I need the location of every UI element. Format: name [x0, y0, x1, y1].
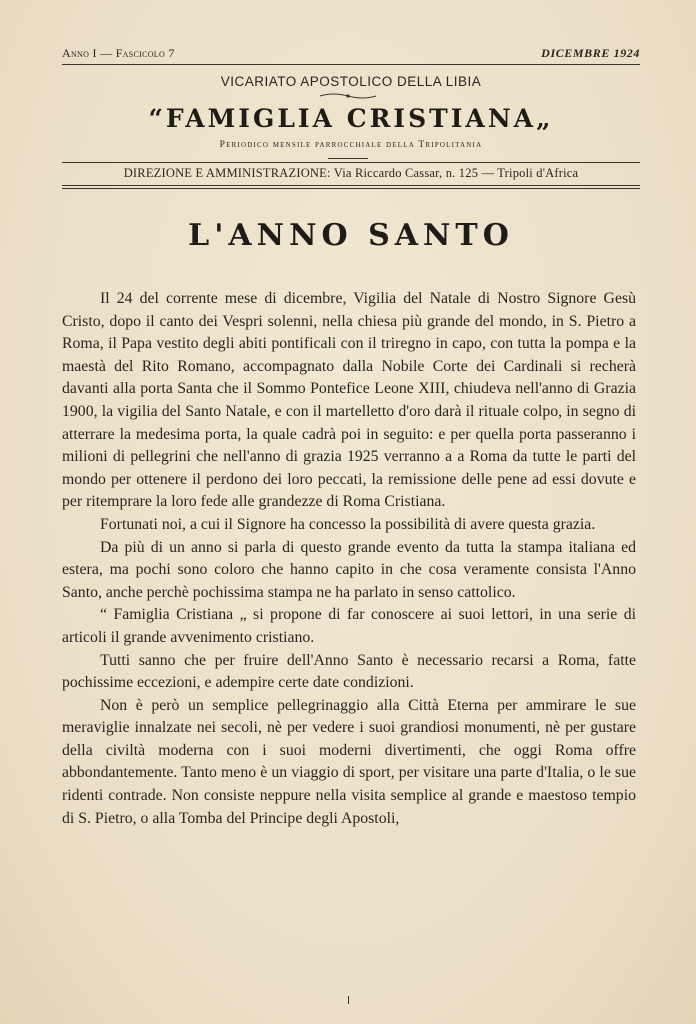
paragraph: “ Famiglia Cristiana „ si propone di far conoscere ai suoi lettori, in una serie di articoli il grande avvenimento cristiano. — [62, 606, 636, 646]
issue-line — [62, 46, 640, 61]
paragraph: Da più di un anno si parla di questo grande evento da tutta la stampa italiana ed estera, ma pochi sono coloro che hanno capito in che cosa veramente consista l'Anno Santo, anche perchè pochissima stampa ne ha parlato in senso cattolico. — [62, 538, 636, 601]
divider — [328, 158, 368, 159]
vicariato-heading: VICARIATO APOSTOLICO DELLA LIBIA — [220, 74, 482, 89]
article-body — [62, 288, 636, 830]
top-rule — [62, 64, 640, 65]
issue-date: DICEMBRE 1924 — [541, 46, 640, 60]
paragraph: Tutti sanno che per fruire dell'Anno Santo è necessario recarsi a Roma, fatte pochissime eccezioni, e adempire certe date condizioni. — [62, 651, 636, 692]
direzione-rule-top — [62, 162, 640, 163]
article-title: L'ANNO SANTO — [188, 218, 514, 253]
page-mark — [348, 996, 349, 1004]
paragraph: Il 24 del corrente mese di dicembre, Vigilia del Natale di Nostro Signore Gesù Cristo, dopo il canto dei Vespri solenni, nella chiesa più grande del mondo, in S. Pietro a Roma, il Papa vestito degli abiti pontificali con il triregno in capo, con tutta la pompa e la maestà del Rito Romano, accompagnato dalla Nobile Corte dei Cardinali si recherà davanti alla porta Santa che il Sommo Pontefice Leone XIII, chiudeva nell'anno di Grazia 1900, la vigilia del Santo Natale, e con il martelletto d'oro darà il rituale colpo, in segno di atterrare la medesima porta, la quale cadrà poi in seguito: e per quella porta passeranno i milioni di pellegrini che nell'anno di grazia 1925 verranno a a Roma da tutte le parti del mondo per ottenere il perdono dei loro peccati, la remissione delle pene ad essi dovute e per ritemprare la loro fede alle grandezze di Roma Cristiana. — [62, 290, 636, 511]
masthead-subtitle: Periodico mensile parrocchiale della Tripolitania — [219, 140, 483, 150]
paragraph: Fortunati noi, a cui il Signore ha concesso la possibilità di avere questa grazia. — [100, 515, 596, 533]
direzione-rule-bottom — [62, 185, 640, 186]
masthead-title: “FAMIGLIA CRISTIANA„ — [148, 104, 554, 133]
paragraph: Non è però un semplice pellegrinaggio alla Città Eterna per ammirare le sue meraviglie innalzate nei secoli, nè per vedere i suoi grandiosi monumenti, nè per gustare della civiltà moderna con i suoi moderni divertimenti, che oggi Roma offre abbondantemente. Tanto meno è un viaggio di sport, per visitare una parte d'Italia, o le sue ridenti contrade. Non consiste neppure nella visita semplice al grande e maestoso tempio di S. Pietro, o alla Tomba del Principe degli Apostoli, — [62, 696, 636, 827]
direzione-rule-double — [62, 188, 640, 189]
issue-number: Anno I — Fascicolo 7 — [62, 46, 175, 60]
ornament-icon — [318, 92, 378, 100]
direzione-line: DIREZIONE E AMMINISTRAZIONE: Via Riccardo Cassar, n. 125 — Tripoli d'Africa — [123, 166, 579, 180]
